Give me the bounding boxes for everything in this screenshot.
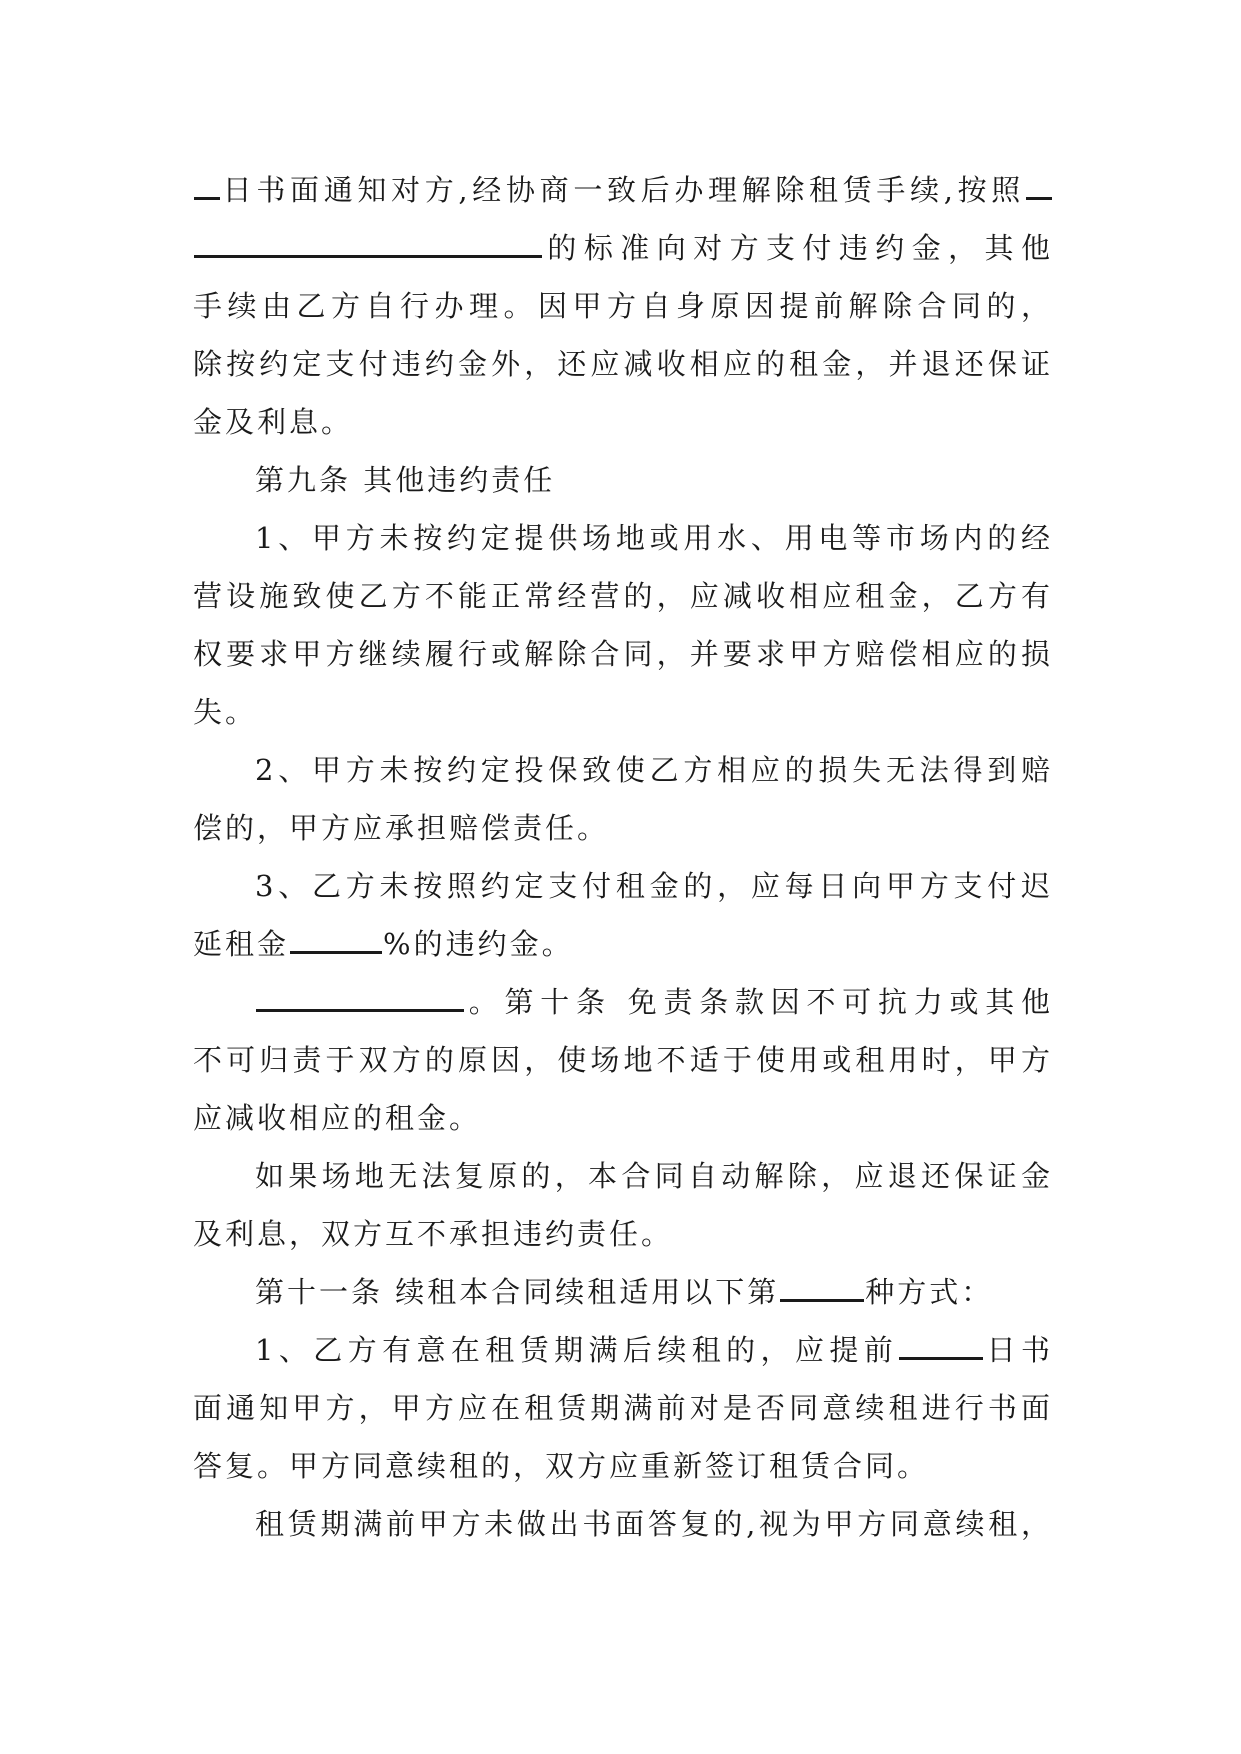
- text-line: [193, 509, 1053, 567]
- line-text: 失。: [193, 695, 258, 729]
- text-line: [193, 1031, 1053, 1089]
- fill-blank: [256, 979, 464, 1012]
- line-text: 租赁期满前甲方未做出书面答复的,视为甲方同意续租，: [255, 1507, 1053, 1541]
- line-text: 。第十条 免责条款因不可抗力或其他: [465, 985, 1053, 1019]
- text-line: [193, 683, 1053, 741]
- text-line: [193, 277, 1053, 335]
- fill-blank: [194, 167, 220, 200]
- text-line: [193, 915, 1053, 973]
- line-text: 2、甲方未按约定投保致使乙方相应的损失无法得到赔: [255, 753, 1053, 787]
- text-line: [193, 741, 1053, 799]
- line-text: 金及利息。: [193, 405, 354, 439]
- text-line: [193, 567, 1053, 625]
- text-line: [193, 1205, 1053, 1263]
- line-text: 偿的，甲方应承担赔偿责任。: [193, 811, 610, 845]
- line-text: 手续由乙方自行办理。因甲方自身原因提前解除合同的，: [193, 289, 1053, 323]
- line-text: 权要求甲方继续履行或解除合同，并要求甲方赔偿相应的损: [193, 637, 1053, 671]
- line-text: 营设施致使乙方不能正常经营的，应减收相应租金，乙方有: [193, 579, 1053, 613]
- fill-blank: [780, 1269, 864, 1302]
- text-line: [193, 1089, 1053, 1147]
- line-text: 3、乙方未按照约定支付租金的，应每日向甲方支付迟: [255, 869, 1053, 903]
- section-heading: [193, 451, 1053, 509]
- line-text: 如果场地无法复原的，本合同自动解除，应退还保证金: [255, 1159, 1053, 1193]
- text-line: [193, 1495, 1053, 1553]
- text-line: [193, 393, 1053, 451]
- line-text: 答复。甲方同意续租的，双方应重新签订租赁合同。: [193, 1449, 930, 1483]
- text-line: [193, 1379, 1053, 1437]
- text-line: [193, 335, 1053, 393]
- line-text: 日书: [984, 1333, 1053, 1367]
- line-text: %的违约金。: [383, 927, 574, 961]
- text-line: [193, 1147, 1053, 1205]
- text-line: [193, 161, 1053, 219]
- fill-blank: [290, 921, 382, 954]
- fill-blank: [899, 1327, 983, 1360]
- line-text: 1、乙方有意在租赁期满后续租的，应提前: [255, 1333, 899, 1367]
- line-text: 第九条 其他违约责任: [255, 463, 556, 497]
- line-text: 日书面通知对方,经协商一致后办理解除租赁手续,按照: [221, 173, 1025, 207]
- line-text: 第十一条 续租本合同续租适用以下第: [255, 1275, 780, 1309]
- text-line: [193, 799, 1053, 857]
- line-text: 除按约定支付违约金外，还应减收相应的租金，并退还保证: [193, 347, 1053, 381]
- text-line: [193, 219, 1053, 277]
- section-heading: [193, 1263, 1053, 1321]
- line-text: 1、甲方未按约定提供场地或用水、用电等市场内的经: [255, 521, 1053, 555]
- text-line: [193, 1437, 1053, 1495]
- line-text: 延租金: [193, 927, 290, 961]
- line-text: 面通知甲方，甲方应在租赁期满前对是否同意续租进行书面: [193, 1391, 1053, 1425]
- line-text: 及利息，双方互不承担违约责任。: [193, 1217, 674, 1251]
- text-line: [193, 973, 1053, 1031]
- line-text: 应减收相应的租金。: [193, 1101, 482, 1135]
- line-text: 不可归责于双方的原因，使场地不适于使用或租用时，甲方: [193, 1043, 1053, 1077]
- text-line: [193, 625, 1053, 683]
- text-line: [193, 857, 1053, 915]
- fill-blank: [194, 225, 542, 258]
- line-text: 的标准向对方支付违约金，其他: [543, 231, 1053, 265]
- text-line: [193, 1321, 1053, 1379]
- line-text: 种方式：: [865, 1275, 994, 1309]
- document-body: [193, 161, 1053, 1553]
- fill-blank: [1026, 167, 1052, 200]
